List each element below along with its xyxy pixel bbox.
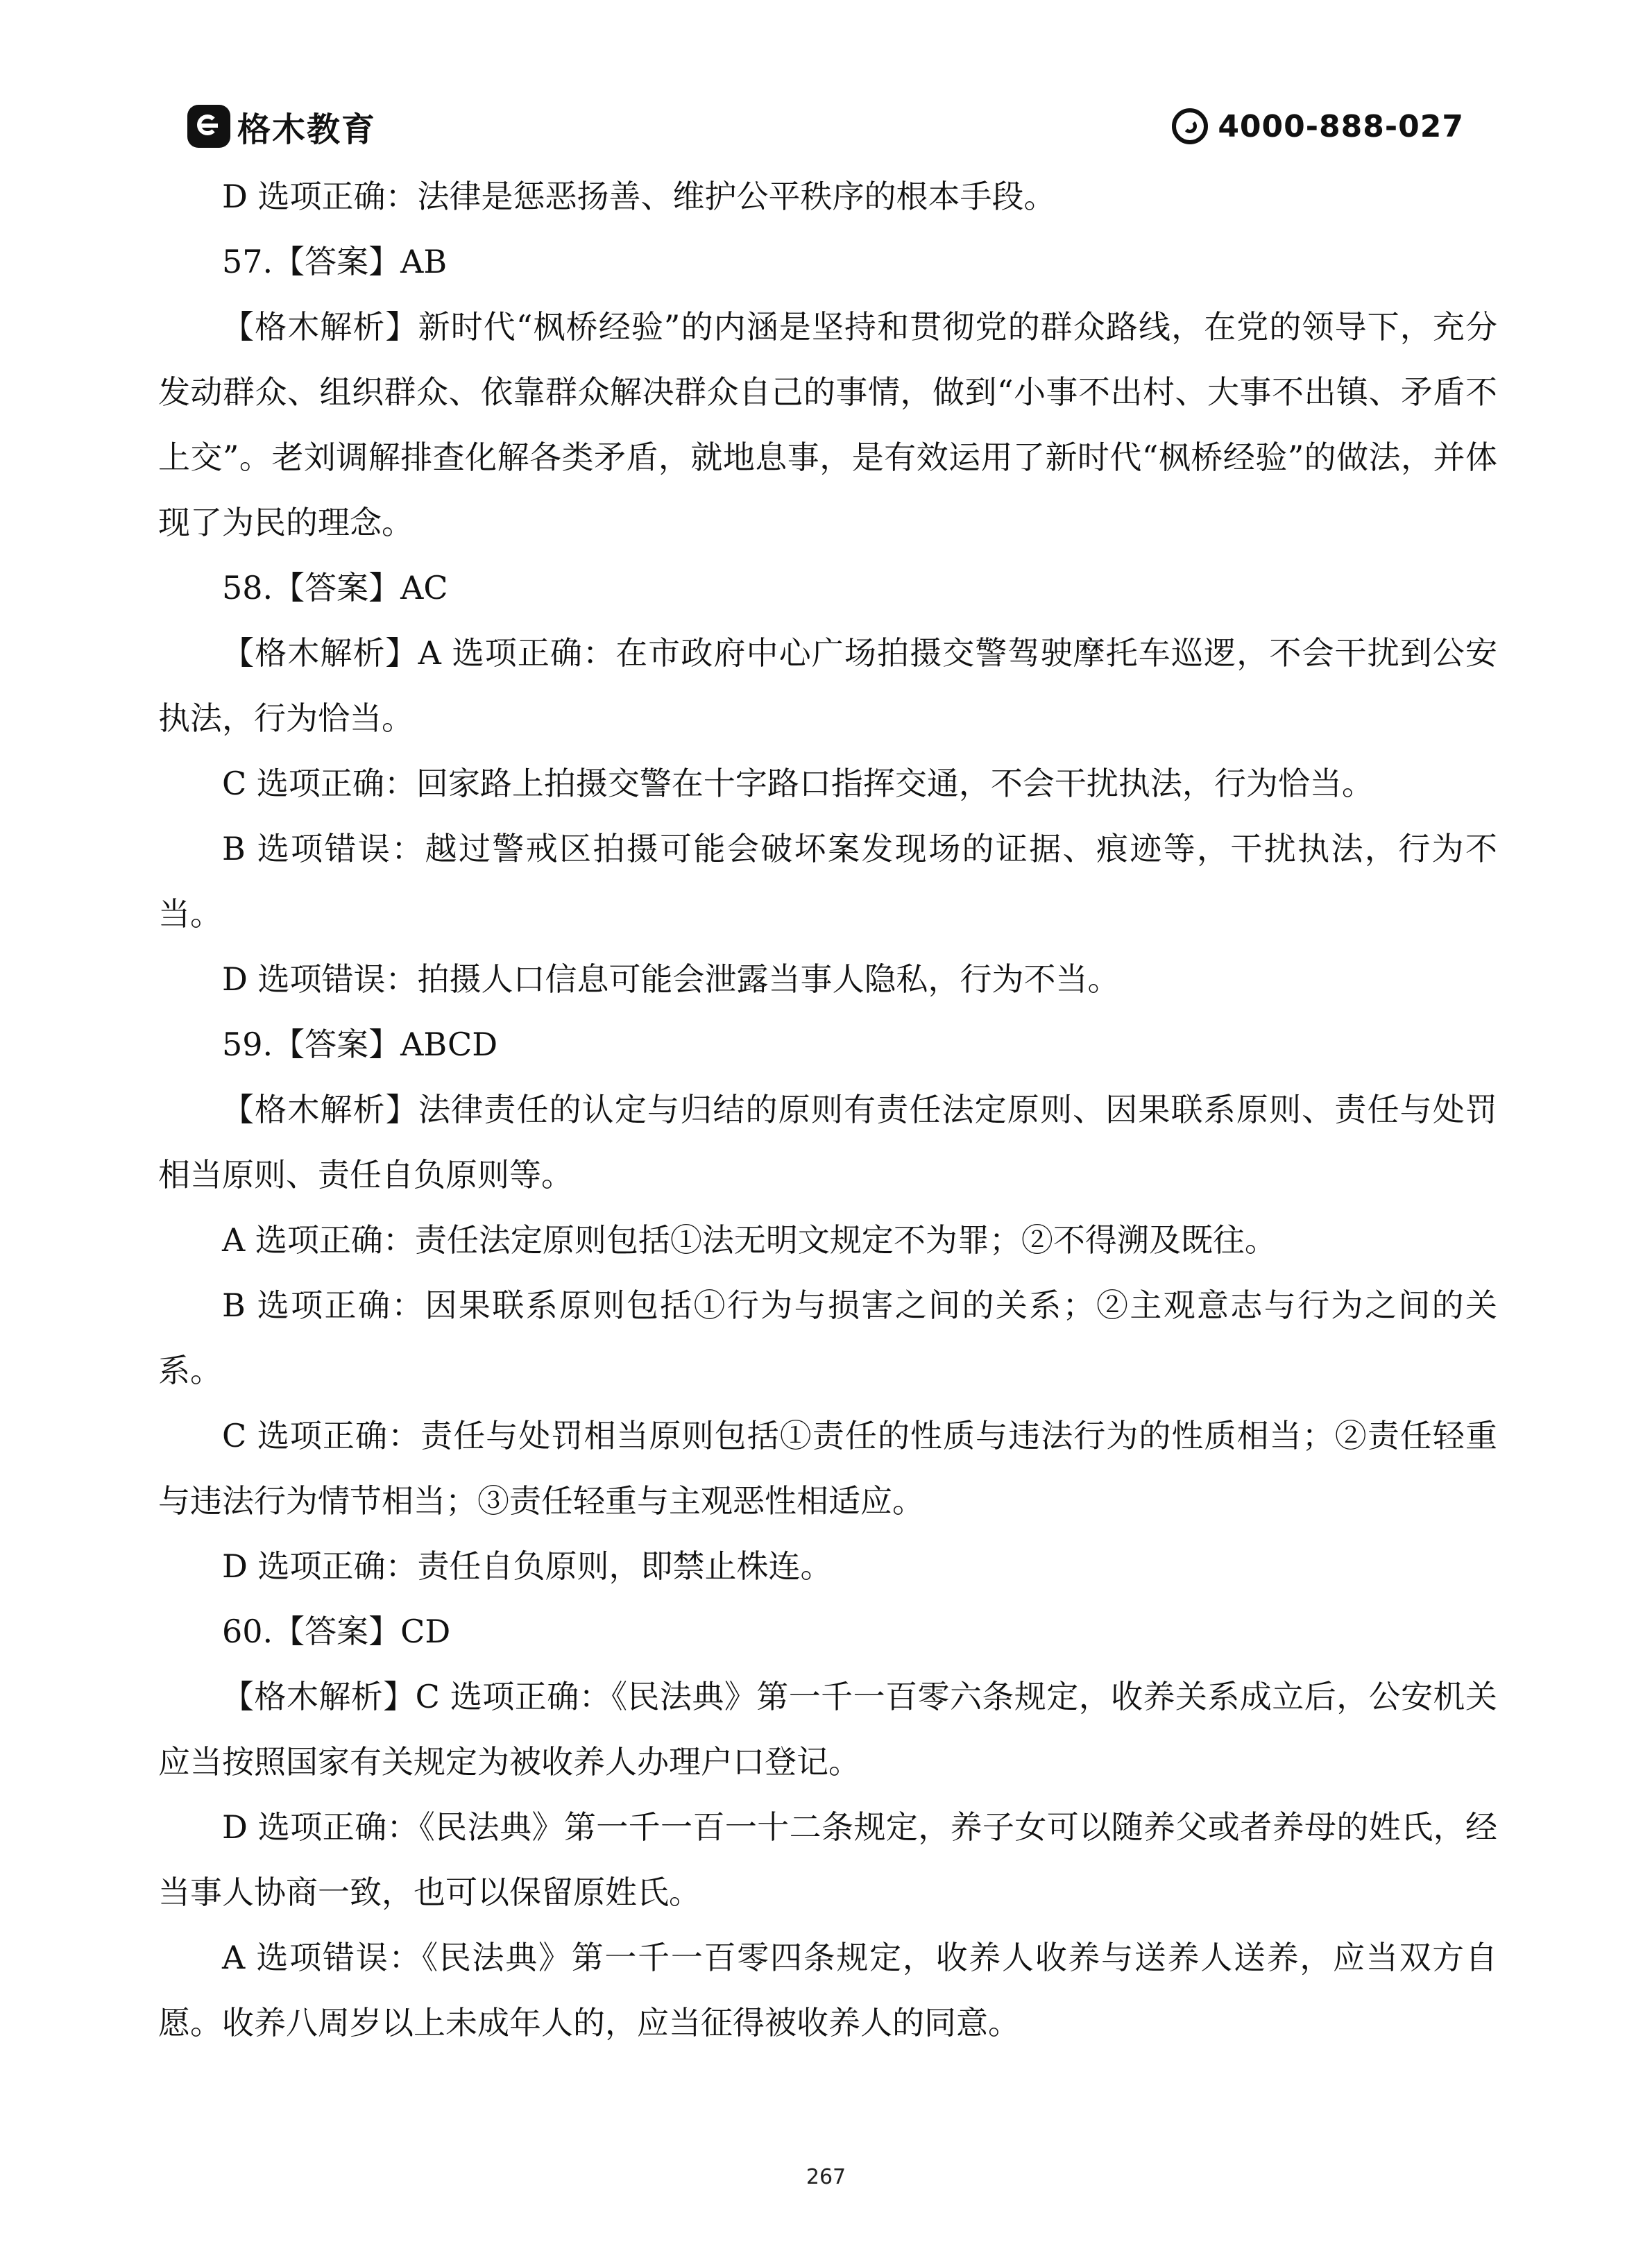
paragraph: B 选项错误：越过警戒区拍摄可能会破坏案发现场的证据、痕迹等，干扰执法，行为不当。 — [158, 830, 1497, 933]
paragraph: D 选项正确：法律是惩恶扬善、维护公平秩序的根本手段。 — [222, 178, 1056, 215]
answer-heading-60: 60.【答案】CD — [222, 1613, 451, 1650]
answer-heading-58: 58.【答案】AC — [222, 569, 448, 606]
page-header — [187, 99, 1464, 154]
brand-e-icon — [187, 105, 230, 148]
brand-logo — [187, 99, 376, 154]
phone-number: 4000-888-027 — [1218, 108, 1464, 144]
paragraph: 【格木解析】新时代“枫桥经验”的内涵是坚持和贯彻党的群众路线，在党的领导下，充分发动群众、组织群众、依靠群众解决群众自己的事情，做到“小事不出村、大事不出镇、矛盾不上交”。老刘调解排查化解各类矛盾，就地息事，是有效运用了新时代“枫桥经验”的做法，并体现了为民的理念。 — [158, 308, 1497, 541]
answer-heading-57: 57.【答案】AB — [222, 243, 448, 280]
phone-icon — [1172, 108, 1208, 144]
document-body — [158, 164, 1497, 2055]
paragraph: D 选项错误：拍摄人口信息可能会泄露当事人隐私，行为不当。 — [222, 960, 1120, 998]
paragraph: D 选项正确：《民法典》第一千一百一十二条规定，养子女可以随养父或者养母的姓氏，经当事人协商一致，也可以保留原姓氏。 — [158, 1808, 1497, 1911]
paragraph: D 选项正确：责任自负原则，即禁止株连。 — [222, 1547, 833, 1585]
paragraph: C 选项正确：责任与处罚相当原则包括①责任的性质与违法行为的性质相当；②责任轻重与违法行为情节相当；③责任轻重与主观恶性相适应。 — [158, 1417, 1497, 1520]
paragraph: A 选项错误：《民法典》第一千一百零四条规定，收养人收养与送养人送养，应当双方自愿。收养八周岁以上未成年人的，应当征得被收养人的同意。 — [158, 1939, 1497, 2041]
paragraph: A 选项正确：责任法定原则包括①法无明文规定不为罪；②不得溯及既往。 — [222, 1221, 1277, 1259]
answer-heading-59: 59.【答案】ABCD — [222, 1026, 498, 1063]
paragraph: 【格木解析】法律责任的认定与归结的原则有责任法定原则、因果联系原则、责任与处罚相当原则、责任自负原则等。 — [158, 1091, 1497, 1194]
paragraph: 【格木解析】C 选项正确：《民法典》第一千一百零六条规定，收养关系成立后，公安机关应当按照国家有关规定为被收养人办理户口登记。 — [158, 1678, 1497, 1781]
paragraph: B 选项正确：因果联系原则包括①行为与损害之间的关系；②主观意志与行为之间的关系。 — [158, 1286, 1497, 1389]
brand-name: 格木教育 — [237, 110, 377, 149]
contact-phone — [1172, 99, 1464, 154]
paragraph: 【格木解析】A 选项正确：在市政府中心广场拍摄交警驾驶摩托车巡逻，不会干扰到公安执法，行为恰当。 — [158, 634, 1497, 737]
page-number: 267 — [806, 2165, 846, 2189]
paragraph: C 选项正确：回家路上拍摄交警在十字路口指挥交通，不会干扰执法，行为恰当。 — [222, 765, 1374, 802]
